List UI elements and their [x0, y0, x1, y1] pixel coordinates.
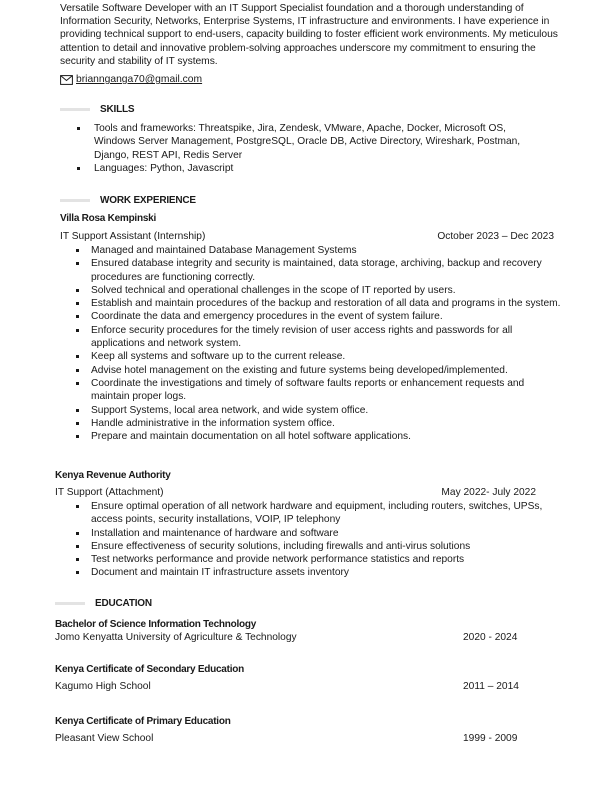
- bullet-icon: [76, 369, 79, 372]
- bullet-icon: [76, 329, 79, 332]
- bullet-icon: [76, 289, 79, 292]
- bullet-icon: [77, 167, 80, 170]
- bullet-icon: [76, 435, 79, 438]
- job-duty-item: Coordinate the investigations and timely of software faults reports or enhancement requests and maintain proper logs.: [91, 377, 561, 404]
- education-title: Kenya Certificate of Primary Education: [55, 716, 231, 727]
- job-duty-item: Ensure effectiveness of security solutions, including firewalls and anti-virus solutions: [91, 540, 561, 553]
- job-duty-item: Advise hotel management on the existing and future systems being developed/implemented.: [91, 364, 561, 377]
- education-years: 1999 - 2009: [463, 733, 518, 744]
- bullet-icon: [76, 422, 79, 425]
- job-dates: May 2022- July 2022: [441, 487, 536, 498]
- education-title: Kenya Certificate of Secondary Education: [55, 664, 244, 675]
- job-duty-item: Solved technical and operational challenges in the scope of IT reported by users.: [91, 284, 561, 297]
- job-duty-item: Establish and maintain procedures of the backup and restoration of all data and programs in the system.: [91, 297, 561, 310]
- job-duty-item: Ensured database integrity and security is maintained, data storage, archiving, backup and recovery procedures are functioning correctly.: [91, 257, 561, 284]
- heading-divider: [60, 199, 90, 202]
- job-duty-item: Test networks performance and provide network performance statistics and reports: [91, 553, 561, 566]
- bullet-icon: [76, 409, 79, 412]
- skills-heading: [60, 104, 134, 115]
- bullet-icon: [76, 262, 79, 265]
- experience-heading-label: WORK EXPERIENCE: [100, 195, 196, 206]
- bullet-icon: [76, 545, 79, 548]
- skills-heading-label: SKILLS: [100, 104, 135, 115]
- education-school: Pleasant View School: [55, 733, 154, 744]
- professional-summary: Versatile Software Developer with an IT Support Specialist foundation and a thorough understanding of Information Security, Networks, Enterprise Systems, IT infrastructure and environments. I have experience in providing technical support to end-users, capacity building to foster efficient work environments. My meticulous attention to detail and innovative problem-solving approaches underscore my commitment to ensuring the security and stability of IT systems.: [60, 3, 558, 67]
- job-role-row: [55, 487, 536, 498]
- bullet-icon: [77, 127, 80, 130]
- bullet-icon: [76, 382, 79, 385]
- experience-heading: [60, 195, 196, 206]
- education-years: 2020 - 2024: [463, 632, 518, 643]
- skills-item: Languages: Python, Javascript: [94, 162, 524, 175]
- mail-icon: [60, 75, 73, 85]
- education-school: Jomo Kenyatta University of Agriculture & Technology: [55, 632, 297, 643]
- job-role-row: [60, 231, 554, 242]
- bullet-icon: [76, 505, 79, 508]
- contact-email-row: [60, 74, 202, 85]
- bullet-icon: [76, 532, 79, 535]
- bullet-icon: [76, 558, 79, 561]
- bullet-icon: [76, 355, 79, 358]
- bullet-icon: [76, 302, 79, 305]
- bullet-icon: [76, 249, 79, 252]
- job-company: Kenya Revenue Authority: [55, 470, 171, 481]
- job-duty-item: Enforce security procedures for the timely revision of user access rights and passwords for all applications and network system.: [91, 324, 561, 351]
- bullet-icon: [76, 315, 79, 318]
- job-role: IT Support Assistant (Internship): [60, 231, 206, 242]
- email-link[interactable]: briannganga70@gmail.com: [76, 74, 203, 85]
- education-school: Kagumo High School: [55, 681, 151, 692]
- job-duty-item: Ensure optimal operation of all network hardware and equipment, including routers, switches, UPSs, access points, security installations, VOIP, IP telephony: [91, 500, 561, 527]
- job-duties-list: [91, 500, 561, 580]
- job-duty-item: Installation and maintenance of hardware and software: [91, 527, 561, 540]
- job-duty-item: Managed and maintained Database Management Systems: [91, 244, 561, 257]
- heading-divider: [60, 108, 90, 111]
- skills-item: Tools and frameworks: Threatspike, Jira, Zendesk, VMware, Apache, Docker, Microsoft OS, Windows Server Management, PostgreSQL, Oracle DB, Active Directory, Wireshark, Postman, Django, REST API, Redis Server: [94, 122, 524, 162]
- education-years: 2011 – 2014: [463, 681, 519, 692]
- job-company: Villa Rosa Kempinski: [60, 213, 156, 224]
- bullet-icon: [76, 571, 79, 574]
- job-duty-item: Coordinate the data and emergency procedures in the event of system failure.: [91, 310, 561, 323]
- job-role: IT Support (Attachment): [55, 487, 164, 498]
- job-duty-item: Document and maintain IT infrastructure assets inventory: [91, 566, 561, 579]
- job-duty-item: Support Systems, local area network, and wide system office.: [91, 404, 561, 417]
- education-heading: [55, 598, 152, 609]
- education-title: Bachelor of Science Information Technology: [55, 619, 257, 630]
- job-duties-list: [91, 244, 561, 443]
- education-heading-label: EDUCATION: [95, 598, 152, 609]
- skills-list: [94, 122, 524, 175]
- job-duty-item: Handle administrative in the information system office.: [91, 417, 561, 430]
- job-dates: October 2023 – Dec 2023: [437, 231, 554, 242]
- heading-divider: [55, 602, 85, 605]
- job-duty-item: Keep all systems and software up to the current release.: [91, 350, 561, 363]
- job-duty-item: Prepare and maintain documentation on all hotel software applications.: [91, 430, 561, 443]
